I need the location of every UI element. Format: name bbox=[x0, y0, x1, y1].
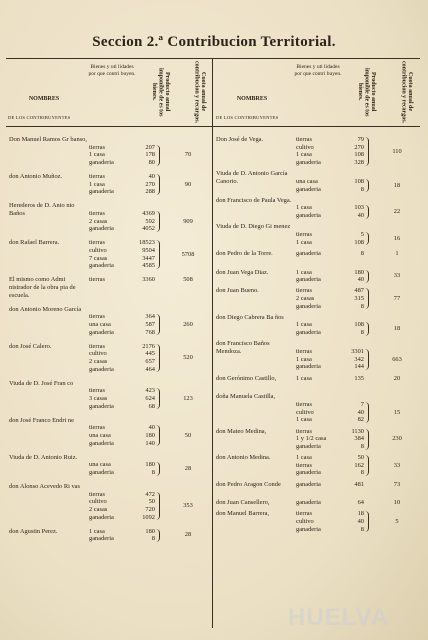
property-row bbox=[296, 469, 376, 477]
property-row bbox=[296, 329, 376, 337]
property-type: cultivo bbox=[296, 518, 314, 526]
header-nombres-right: NOMBRES bbox=[236, 96, 268, 102]
contributor-entry bbox=[9, 306, 209, 337]
property-row bbox=[296, 401, 376, 409]
property-row bbox=[296, 462, 376, 470]
property-type: ganaderia bbox=[296, 525, 321, 533]
contributor-name: don Agustin Perez. bbox=[9, 527, 58, 535]
taxable-product-value: 8 bbox=[360, 185, 364, 193]
contributor-entry bbox=[216, 428, 420, 451]
property-row bbox=[296, 212, 376, 220]
header-cuota-left: Cuota anual de contribucion y recargos. bbox=[193, 60, 206, 124]
taxable-product-value: 364 bbox=[145, 313, 155, 321]
taxable-product-value: 8 bbox=[360, 329, 364, 337]
property-row bbox=[296, 454, 376, 462]
property-row bbox=[296, 269, 376, 277]
contributor-name: don Antonio Medina. bbox=[216, 454, 271, 461]
contributor-entry bbox=[216, 250, 420, 265]
property-type: 1 casa bbox=[296, 416, 312, 424]
property-type: tierras bbox=[89, 239, 105, 247]
contributor-name: Viuda de D. Diego Gi menez bbox=[216, 223, 291, 231]
property-type: una casa bbox=[296, 177, 318, 185]
taxable-product-value: 8 bbox=[151, 535, 155, 543]
grouping-brace bbox=[156, 529, 160, 542]
annual-quota-value: 18 bbox=[393, 181, 401, 189]
header-contribuyentes-left: DE LOS CONTRIBUYENTES bbox=[8, 115, 71, 120]
annual-quota-value: 70 bbox=[184, 151, 192, 159]
property-type: ganaderia bbox=[89, 225, 114, 233]
taxable-product-value: 140 bbox=[145, 439, 155, 447]
taxable-product-value: 50 bbox=[357, 454, 364, 461]
taxable-product-value: 270 bbox=[354, 143, 364, 151]
grouping-brace bbox=[156, 145, 160, 166]
grouping-brace bbox=[156, 425, 160, 446]
property-row bbox=[296, 144, 376, 152]
property-type: cultivo bbox=[89, 350, 107, 358]
contributor-entry bbox=[216, 314, 420, 337]
property-row bbox=[296, 526, 376, 534]
taxable-product-value: 40 bbox=[357, 408, 364, 416]
annual-quota-value: 22 bbox=[393, 208, 401, 216]
taxable-product-value: 4052 bbox=[142, 225, 155, 233]
taxable-product-value: 82 bbox=[357, 416, 364, 424]
property-type: ganaderia bbox=[296, 212, 321, 220]
taxable-product-value: 18523 bbox=[139, 239, 155, 247]
property-row bbox=[296, 510, 376, 518]
property-row bbox=[296, 239, 376, 247]
property-type: ganaderia bbox=[89, 328, 114, 336]
property-type: ganaderia bbox=[296, 185, 321, 193]
property-type: 1 casa bbox=[89, 151, 105, 159]
property-type: 1 casa bbox=[296, 238, 312, 246]
library-watermark: HUELVA bbox=[288, 604, 390, 631]
property-type: tierras bbox=[296, 510, 312, 518]
contributor-name: Don Manuel Ramos Gr banso, bbox=[9, 136, 87, 143]
grouping-brace bbox=[365, 288, 369, 309]
taxable-product-value: 4369 bbox=[142, 209, 155, 217]
taxable-product-value: 103 bbox=[354, 204, 364, 212]
taxable-product-value: 1092 bbox=[142, 513, 155, 521]
property-type: ganaderia bbox=[296, 329, 321, 337]
contributor-entry bbox=[216, 481, 420, 496]
grouping-brace bbox=[365, 429, 369, 450]
taxable-product-value: 207 bbox=[145, 143, 155, 151]
property-type: ganaderia bbox=[296, 499, 321, 507]
property-type: 2 casas bbox=[296, 294, 315, 302]
contributor-name: don Francisco Baños Mendoza. bbox=[216, 340, 270, 355]
property-type: 1 casa bbox=[296, 355, 312, 363]
annual-quota-value: 663 bbox=[392, 355, 402, 363]
taxable-product-value: 9504 bbox=[142, 246, 155, 254]
annual-quota-value: 230 bbox=[392, 435, 402, 443]
contributor-name: don Diego Cabrera Ba ños bbox=[216, 313, 284, 321]
property-type: tierras bbox=[296, 287, 312, 295]
property-type: ganaderia bbox=[296, 469, 321, 477]
property-type: tierras bbox=[89, 424, 105, 432]
contributor-entry bbox=[216, 197, 420, 220]
contributor-name: Herederos de D. Anto nio Baños bbox=[9, 202, 75, 217]
property-row bbox=[296, 375, 376, 383]
contributor-name: Viuda de D. Antonio García Canorio. bbox=[216, 170, 288, 185]
property-type: ganaderia bbox=[296, 276, 321, 284]
contributor-name: doña Manuela Castilla, bbox=[216, 393, 276, 401]
grouping-brace bbox=[156, 240, 160, 269]
contributor-entry bbox=[216, 454, 420, 477]
property-type: ganaderia bbox=[89, 365, 114, 373]
contributor-name: don José Franco Endri ne bbox=[9, 416, 74, 424]
taxable-product-value: 3360 bbox=[142, 276, 155, 284]
property-row bbox=[296, 250, 376, 258]
grouping-brace bbox=[365, 402, 369, 423]
taxable-product-value: 40 bbox=[357, 276, 364, 284]
taxable-product-value: 1130 bbox=[351, 427, 364, 435]
property-type: 1 casa bbox=[296, 374, 312, 382]
taxable-product-value: 40 bbox=[148, 173, 155, 180]
property-type: tierras bbox=[296, 427, 312, 435]
property-row bbox=[296, 416, 376, 424]
contributor-name: don Juan Cansellero, bbox=[216, 499, 270, 507]
taxable-product-value: 315 bbox=[354, 294, 364, 302]
contributor-entry bbox=[9, 173, 209, 196]
annual-quota-value: 909 bbox=[183, 217, 193, 225]
taxable-product-value: 768 bbox=[145, 328, 155, 336]
taxable-product-value: 481 bbox=[354, 480, 364, 488]
contributor-entry bbox=[216, 269, 420, 284]
taxable-product-value: 108 bbox=[354, 321, 364, 329]
contributor-name: don Gerónimo Castillo, bbox=[216, 374, 277, 382]
contributor-entry bbox=[216, 393, 420, 424]
property-type: tierras bbox=[296, 347, 312, 355]
property-type: tierras bbox=[89, 490, 105, 498]
taxable-product-value: 328 bbox=[354, 159, 364, 167]
property-type: una casa bbox=[89, 320, 111, 328]
grouping-brace bbox=[156, 314, 160, 335]
annual-quota-value: 508 bbox=[183, 276, 193, 284]
taxable-product-value: 384 bbox=[354, 435, 364, 443]
taxable-product-value: 50 bbox=[148, 498, 155, 506]
property-type: una casa bbox=[89, 431, 111, 439]
property-type: ganaderia bbox=[89, 262, 114, 270]
contributor-entry bbox=[216, 375, 420, 390]
contributor-entry bbox=[216, 223, 420, 246]
taxable-product-value: 445 bbox=[145, 350, 155, 358]
contributor-name: Viuda de D. José Fran co bbox=[9, 379, 74, 387]
annual-quota-value: 123 bbox=[183, 394, 193, 402]
property-row bbox=[296, 303, 376, 311]
taxable-product-value: 2176 bbox=[142, 342, 155, 350]
property-row bbox=[296, 276, 376, 284]
grouping-brace bbox=[156, 211, 160, 232]
property-type: tierras bbox=[89, 143, 105, 151]
property-type: cultivo bbox=[89, 246, 107, 254]
taxable-product-value: 40 bbox=[148, 424, 155, 432]
taxable-product-value: 68 bbox=[148, 402, 155, 410]
annual-quota-value: 10 bbox=[393, 499, 401, 507]
grouping-brace bbox=[365, 322, 369, 335]
contributor-name: Viuda de D. Antonio Ruiz. bbox=[9, 453, 78, 461]
grouping-brace bbox=[365, 137, 369, 166]
contributor-entry bbox=[9, 136, 209, 167]
property-type: cultivo bbox=[89, 498, 107, 506]
header-bottom-rule bbox=[6, 126, 420, 127]
header-producto-right: Producto anual imponible de es tos bienes. bbox=[357, 67, 376, 117]
property-type: ganaderia bbox=[296, 442, 321, 450]
property-row bbox=[296, 321, 376, 329]
property-type: 1 casa bbox=[296, 204, 312, 212]
contributor-name: don Juan Vega Diaz. bbox=[216, 268, 269, 276]
taxable-product-value: 162 bbox=[354, 461, 364, 469]
contributor-name: don Alonso Acevedo Ri vas bbox=[9, 482, 81, 490]
contributor-name: don Pedro de la Torre. bbox=[216, 249, 273, 257]
contributor-entry bbox=[216, 510, 420, 533]
property-type: 1 casa bbox=[296, 321, 312, 329]
grouping-brace bbox=[365, 349, 369, 370]
property-type: una casa bbox=[89, 461, 111, 469]
property-type: 1 casa bbox=[296, 151, 312, 159]
header-bienes-right: Bienes y uti lidades por que contri buyen. bbox=[294, 64, 342, 77]
grouping-brace bbox=[365, 455, 369, 476]
property-row bbox=[296, 348, 376, 356]
taxable-product-value: 657 bbox=[145, 357, 155, 365]
taxable-product-value: 180 bbox=[145, 431, 155, 439]
page-title: Seccion 2.ª Contribucion Territorial. bbox=[92, 34, 336, 50]
property-row bbox=[296, 499, 376, 507]
taxable-product-value: 8 bbox=[360, 302, 364, 310]
annual-quota-value: 28 bbox=[184, 465, 192, 473]
property-type: cultivo bbox=[296, 408, 314, 416]
annual-quota-value: 5 bbox=[395, 518, 399, 526]
grouping-brace bbox=[156, 462, 160, 475]
property-type: tierras bbox=[89, 276, 105, 284]
property-row bbox=[296, 186, 376, 194]
property-row bbox=[296, 204, 376, 212]
property-type: 3 casas bbox=[89, 394, 108, 402]
annual-quota-value: 77 bbox=[393, 294, 401, 302]
header-bienes-left: Bienes y uti lidades por que contri buyen. bbox=[88, 64, 136, 77]
property-row bbox=[296, 409, 376, 417]
annual-quota-value: 520 bbox=[183, 354, 193, 362]
taxable-product-value: 108 bbox=[354, 177, 364, 185]
contributor-entry bbox=[216, 136, 420, 167]
taxable-product-value: 592 bbox=[145, 217, 155, 225]
property-type: ganaderia bbox=[296, 159, 321, 167]
annual-quota-value: 16 bbox=[393, 234, 401, 242]
taxable-product-value: 178 bbox=[145, 151, 155, 159]
property-type: 1 y 1/2 casa bbox=[296, 435, 327, 443]
taxable-product-value: 144 bbox=[354, 363, 364, 371]
property-type: tierras bbox=[89, 209, 105, 217]
grouping-brace bbox=[156, 174, 160, 195]
taxable-product-value: 587 bbox=[145, 320, 155, 328]
property-row bbox=[296, 443, 376, 451]
taxable-product-value: 720 bbox=[145, 505, 155, 513]
annual-quota-value: 20 bbox=[393, 374, 401, 382]
property-type: ganaderia bbox=[89, 535, 114, 543]
annual-quota-value: 28 bbox=[184, 531, 192, 539]
property-type: 2 casas bbox=[89, 357, 108, 365]
grouping-brace bbox=[156, 388, 160, 409]
property-type: tierras bbox=[296, 230, 312, 238]
annual-quota-value: 260 bbox=[183, 320, 193, 328]
contributor-entry bbox=[9, 202, 209, 233]
taxable-product-value: 288 bbox=[145, 188, 155, 196]
taxable-product-value: 342 bbox=[354, 355, 364, 363]
property-type: 2 casas bbox=[89, 505, 108, 513]
contributor-name: don Mateo Medina, bbox=[216, 427, 267, 435]
taxable-product-value: 423 bbox=[145, 387, 155, 395]
property-type: tierras bbox=[89, 342, 105, 350]
property-type: ganaderia bbox=[89, 402, 114, 410]
annual-quota-value: 353 bbox=[183, 502, 193, 510]
annual-quota-value: 50 bbox=[184, 431, 192, 439]
contributor-name: don José Calero. bbox=[9, 342, 52, 350]
taxable-product-value: 40 bbox=[357, 518, 364, 526]
contributor-entry bbox=[216, 287, 420, 310]
property-row bbox=[296, 231, 376, 239]
contributor-entry bbox=[9, 528, 209, 543]
annual-quota-value: 18 bbox=[393, 325, 401, 333]
taxable-product-value: 8 bbox=[151, 468, 155, 476]
property-type: tierras bbox=[89, 313, 105, 321]
grouping-brace bbox=[365, 511, 369, 532]
header-producto-left: Producto anual imponible de es tos bienes. bbox=[151, 67, 170, 117]
header-contribuyentes-right: DE LOS CONTRIBUYENTES bbox=[216, 115, 279, 120]
property-type: tierras bbox=[89, 173, 105, 180]
contributor-name: don Rafael Barrera. bbox=[9, 239, 60, 247]
taxable-product-value: 270 bbox=[145, 180, 155, 188]
contributor-name: don Pedro Aragon Conde bbox=[216, 480, 281, 488]
header-nombres-left: NOMBRES bbox=[28, 96, 60, 102]
contributor-entry bbox=[9, 276, 209, 299]
contributor-name: don Francisco de Paula Vega. bbox=[216, 196, 292, 204]
property-row bbox=[296, 295, 376, 303]
contributor-name: don Juan Bueno. bbox=[216, 287, 259, 295]
grouping-brace bbox=[365, 270, 369, 283]
property-type: tierras bbox=[89, 387, 105, 395]
taxable-product-value: 180 bbox=[145, 527, 155, 535]
property-row bbox=[296, 159, 376, 167]
property-type: ganaderia bbox=[296, 363, 321, 371]
contributor-entry bbox=[9, 417, 209, 448]
property-row bbox=[89, 276, 169, 284]
property-type: ganaderia bbox=[89, 159, 114, 167]
property-row bbox=[296, 435, 376, 443]
contributor-entry bbox=[216, 170, 420, 193]
taxable-product-value: 135 bbox=[354, 374, 364, 382]
taxable-product-value: 5 bbox=[360, 230, 364, 238]
taxable-product-value: 80 bbox=[148, 159, 155, 167]
annual-quota-value: 33 bbox=[393, 272, 401, 280]
property-type: 1 casa bbox=[89, 180, 105, 188]
taxable-product-value: 18 bbox=[357, 510, 364, 518]
property-type: 1 casa bbox=[296, 454, 312, 461]
taxable-product-value: 4585 bbox=[142, 262, 155, 270]
contributor-name: don Antonio Moreno García bbox=[9, 305, 82, 313]
header-cuota-right: Cuota anual de contribucion y recargos. bbox=[400, 60, 413, 124]
taxable-product-value: 180 bbox=[145, 461, 155, 469]
taxable-product-value: 7 bbox=[360, 400, 364, 408]
property-type: 1 casa bbox=[296, 268, 312, 276]
property-type: tierras bbox=[296, 461, 312, 469]
grouping-brace bbox=[156, 492, 160, 521]
annual-quota-value: 15 bbox=[393, 408, 401, 416]
taxable-product-value: 464 bbox=[145, 365, 155, 373]
property-type: ganaderia bbox=[296, 302, 321, 310]
annual-quota-value: 90 bbox=[184, 180, 192, 188]
taxable-product-value: 40 bbox=[357, 212, 364, 220]
property-type: tierras bbox=[296, 136, 312, 143]
property-row bbox=[296, 151, 376, 159]
property-type: ganaderia bbox=[296, 249, 321, 257]
contributor-entry bbox=[9, 343, 209, 374]
taxable-product-value: 487 bbox=[354, 287, 364, 295]
taxable-product-value: 108 bbox=[354, 151, 364, 159]
contributor-entry bbox=[9, 380, 209, 411]
taxable-product-value: 3301 bbox=[351, 347, 364, 355]
contributor-name: don Antonio Muñoz. bbox=[9, 173, 63, 180]
annual-quota-value: 73 bbox=[393, 480, 401, 488]
contributor-entry bbox=[9, 239, 209, 270]
taxable-product-value: 8 bbox=[360, 469, 364, 477]
annual-quota-value: 1 bbox=[395, 249, 399, 257]
contributor-name: Don José de Vega. bbox=[216, 136, 264, 143]
property-row bbox=[296, 363, 376, 371]
contributor-entry bbox=[216, 499, 420, 507]
property-row bbox=[296, 287, 376, 295]
taxable-product-value: 3447 bbox=[142, 254, 155, 262]
taxable-product-value: 180 bbox=[354, 268, 364, 276]
taxable-product-value: 79 bbox=[357, 136, 364, 143]
property-row bbox=[296, 481, 376, 489]
contributor-name: don Manuel Barrera, bbox=[216, 510, 270, 518]
property-type: 1 casa bbox=[89, 527, 105, 535]
property-type: ganaderia bbox=[89, 188, 114, 196]
property-type: tierras bbox=[296, 400, 312, 408]
property-type: ganaderia bbox=[296, 480, 321, 488]
taxable-product-value: 108 bbox=[354, 238, 364, 246]
header-top-rule bbox=[6, 58, 420, 59]
property-row bbox=[296, 356, 376, 364]
property-type: ganaderia bbox=[89, 439, 114, 447]
center-divider bbox=[212, 58, 213, 628]
taxable-product-value: 8 bbox=[360, 525, 364, 533]
property-type: ganaderia bbox=[89, 468, 114, 476]
contributor-entry bbox=[9, 483, 209, 522]
taxable-product-value: 8 bbox=[360, 249, 364, 257]
contributor-entry bbox=[216, 340, 420, 371]
property-type: cultivo bbox=[296, 143, 314, 151]
grouping-brace bbox=[156, 344, 160, 373]
property-type: ganaderia bbox=[89, 513, 114, 521]
property-row bbox=[296, 178, 376, 186]
property-row bbox=[296, 518, 376, 526]
annual-quota-value: 5708 bbox=[181, 250, 195, 258]
property-row bbox=[296, 428, 376, 436]
property-type: 2 casas bbox=[89, 217, 108, 225]
contributor-name: El mismo como Admi nistrador de la obra pia de escuela. bbox=[9, 276, 76, 299]
property-row bbox=[296, 136, 376, 144]
contributor-entry bbox=[9, 454, 209, 477]
taxable-product-value: 64 bbox=[357, 499, 364, 507]
taxable-product-value: 624 bbox=[145, 394, 155, 402]
taxable-product-value: 8 bbox=[360, 442, 364, 450]
annual-quota-value: 110 bbox=[392, 147, 402, 155]
grouping-brace bbox=[365, 205, 369, 218]
property-type: 7 casas bbox=[89, 254, 108, 262]
annual-quota-value: 33 bbox=[393, 461, 401, 469]
taxable-product-value: 472 bbox=[145, 490, 155, 498]
